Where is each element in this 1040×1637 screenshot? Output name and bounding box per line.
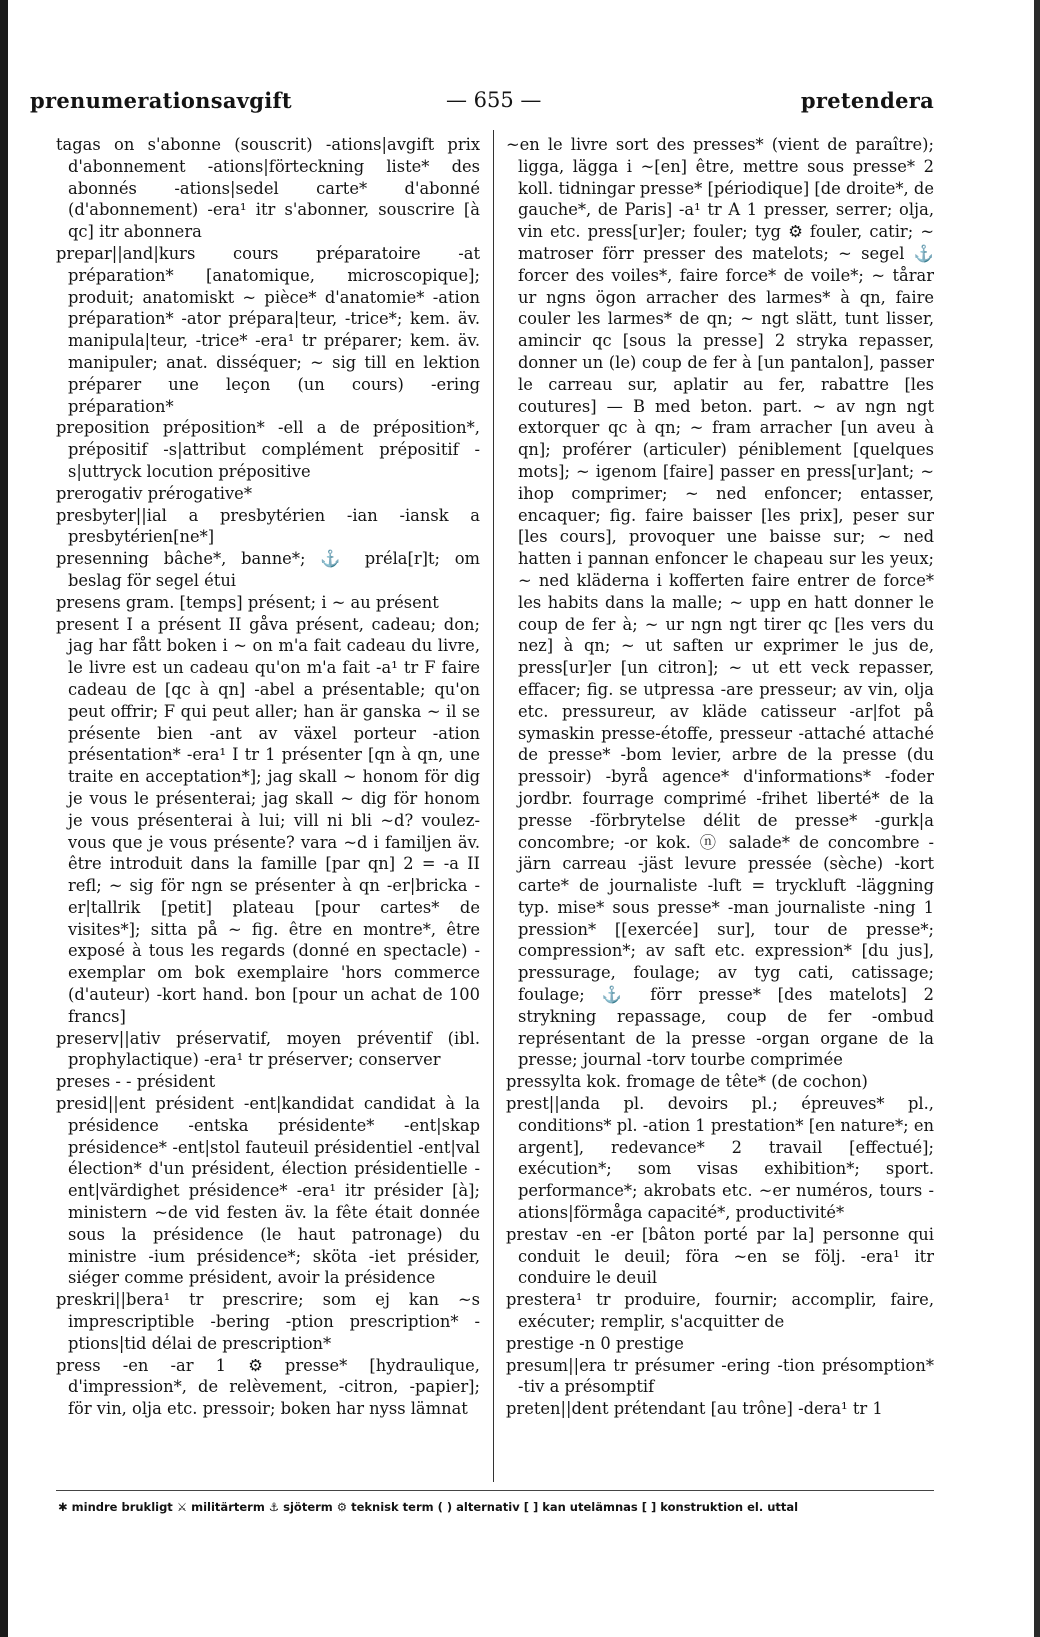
dictionary-entry: prepar||and|kurs cours préparatoire -at préparation* [anatomique, microscopique]; produit; anatomiskt ~ pièce* d'anatomie* -ation préparation* -ator prépara|teur, -trice*; kem. äv. manipula|teur, -trice* -era¹ tr préparer; kem. äv. manipuler; anat. disséquer; ~ sig till en lektion préparer une leçon (un cours) -ering préparation*: [56, 243, 480, 416]
dictionary-entry: prest||anda pl. devoirs pl.; épreuves* pl., conditions* pl. -ation 1 prestation* [en nature*; en argent], redevance* 2 travail [effectué]; exécution*; som visas exhibition*; sport. performance*; akrobats etc. ~er numéros, tours -ations|förmåga capacité*, productivité*: [506, 1094, 934, 1223]
dictionary-entry: preskri||bera¹ tr prescrire; som ej kan ~s imprescriptible -bering -ption prescription* -ptions|tid délai de prescription*: [56, 1290, 480, 1353]
scan-left-edge: [0, 0, 8, 1637]
dictionary-entry: press -en -ar 1 ⚙ presse* [hydraulique, d'impression*, de relèvement, -citron, -papier]; för vin, olja etc. pressoir; boken har nyss lämnat: [56, 1355, 480, 1419]
dictionary-entry: preposition préposition* -ell a de préposition*, prépositif -s|attribut complément prépositif -s|uttryck locution prépositive: [56, 418, 480, 481]
dictionary-entry: prestav -en -er [bâton porté par la] personne qui conduit le deuil; föra ~en se följ. -era¹ itr conduire le deuil: [506, 1224, 934, 1288]
left-column: [56, 134, 480, 1482]
column-divider: [493, 130, 494, 1482]
dictionary-entry: preses - - président: [56, 1072, 216, 1092]
right-column: [506, 134, 934, 1482]
abbreviation-legend: ✱ mindre brukligt ⚔ militärterm ⚓ sjöterm ⚙ teknisk term ( ) alternativ [ ] kan utelämnas [ ] konstruktion el. uttal: [58, 1500, 799, 1514]
left-running-headword: prenumerationsavgift: [30, 88, 292, 113]
footer-rule: [56, 1490, 934, 1491]
dictionary-entry: prestige -n 0 prestige: [506, 1333, 684, 1353]
scan-right-edge: [1034, 0, 1040, 1637]
page-header: [30, 88, 934, 122]
dictionary-entry: presens gram. [temps] présent; i ~ au présent: [56, 592, 439, 612]
dictionary-entry: prestera¹ tr produire, fournir; accomplir, faire, exécuter; remplir, s'acquitter de: [506, 1290, 934, 1332]
dictionary-entry: presbyter||ial a presbytérien -ian -iansk a presbytérien[ne*]: [56, 505, 480, 547]
dictionary-entry: preten||dent prétendant [au trône] -dera¹ tr 1: [506, 1399, 883, 1419]
dictionary-entry: presenning bâche*, banne*; ⚓ préla[r]t; om beslag för segel étui: [56, 549, 480, 590]
dictionary-entry: ~en le livre sort des presses* (vient de paraître); ligga, lägga i ~[en] être, mettre sous presse* 2 koll. tidningar presse* [périodique] [de droite*, de gauche*, de Paris] -a¹ tr A 1 presser, serrer; olja, vin etc. press[ur]er; fouler; tyg ⚙ fouler, catir; ~ matroser förr presser des matelots; ~ segel ⚓ forcer des voiles*, faire force* de voile*; ~ tårar ur ngns ögon arracher des larmes* à qn, faire couler les larmes* de qn; ~ ngt slätt, tunt lisser, amincir qc [sous la presse] 2 stryka repasser, donner un (le) coup de fer à [un pantalon], passer le carreau sur, aplatir au fer, rabattre [les coutures] — B med beton. part. ~ av ngn ngt extorquer qc à qn; ~ fram arracher [un aveu à qn]; proférer (articuler) péniblement [quelques mots]; ~ igenom [faire] passer en press[ur]ant; ~ ihop comprimer; ~ ned enfoncer; entasser, encaquer; fig. faire baisser [les prix], peser sur [les cours], provoquer une baisse sur; ~ ned hatten i pannan enfoncer le chapeau sur les yeux; ~ ned kläderna i kofferten faire entrer de force* les habits dans la malle; ~ upp en hatt donner le coup de fer à; ~ ur ngn ngt tirer qc [les vers du nez] à qn; ~ ut saften ur exprimer le jus de, press[ur]er [un citron]; ~ ut ett veck repasser, effacer; fig. se utpressa -are presseur; av vin, olja etc. pressureur, av kläde catisseur -ar|fot på symaskin presse-étoffe, presseur -attaché attaché de presse* -bom levier, arbre de la presse (du pressoir) -byrå agence* d'informations* -foder jordbr. fourrage comprimé -frihet liberté* de la presse -förbrytelse délit de presse* -gurk|a concombre; -or kok. ⓝ salade* de concombre -järn carreau -jäst levure pressée (sèche) -kort carte* de journaliste -luft = tryckluft -läggning typ. mise* sous presse* -man journaliste -ning 1 pression* [[exercée] sur], tour de presse*; compression*; av saft etc. expression* [du jus], pressurage, foulage; av tyg cati, catissage; foulage; ⚓ förr presse* [des matelots] 2 strykning repassage, coup de fer -ombud représentant de la presse -organ organe de la presse; journal -torv tourbe comprimée: [506, 135, 934, 1070]
page-number: — 655 —: [446, 88, 542, 112]
dictionary-entry: pressylta kok. fromage de tête* (de cochon): [506, 1072, 868, 1092]
right-running-headword: pretendera: [800, 88, 934, 113]
dictionary-entry: presid||ent président -ent|kandidat candidat à la présidence -entska présidente* -ent|skap présidence* -ent|stol fauteuil présidentiel -ent|val élection* d'un président, élection présidentielle -ent|värdighet présidence* -era¹ itr présider [à]; ministern ~de vid festen äv. la fête était donnée sous la présidence (le haut patronage) du ministre -ium présidence*; sköta -iet présider, siéger comme président, avoir la présidence: [56, 1094, 480, 1288]
dictionary-entry: tagas on s'abonne (souscrit) -ations|avgift prix d'abonnement -ations|förteckning liste* des abonnés -ations|sedel carte* d'abonné (d'abonnement) -era¹ itr s'abonner, souscrire [à qc] itr abonnera: [56, 135, 480, 242]
dictionary-entry: preserv||ativ préservatif, moyen préventif (ibl. prophylactique) -era¹ tr préserver; conserver: [56, 1028, 480, 1070]
dictionary-entry: prerogativ prérogative*: [56, 483, 252, 503]
dictionary-entry: presum||era tr présumer -ering -tion présomption* -tiv a présomptif: [506, 1355, 934, 1397]
dictionary-entry: present I a présent II gåva présent, cadeau; don; jag har fått boken i ~ on m'a fait cadeau du livre, le livre est un cadeau qu'on m'a fait -a¹ tr F faire cadeau de [qc à qn] -abel a présentable; qu'on peut offrir; F qui peut aller; han är ganska ~ il se présente bien -ant av växel porteur -ation présentation* -era¹ I tr 1 présenter [qn à qn, une traite en acceptation*]; jag skall ~ honom för dig je vous le présenterai; jag skall ~ dig för honom je vous présenterai à lui; vill ni bli ~d? voulez-vous que je vous présente? vara ~d i familjen äv. être introduit dans la famille [par qn] 2 = -a II refl; ~ sig för ngn se présenter à qn -er|bricka -er|tallrik [petit] plateau [pour cartes* de visites*]; sitta på ~ fig. être en montre*, être exposé à tous les regards (donné en spectacle) -exemplar om bok exemplaire 'hors commerce (d'auteur) -kort hand. bon [pour un achat de 100 francs]: [56, 614, 480, 1026]
